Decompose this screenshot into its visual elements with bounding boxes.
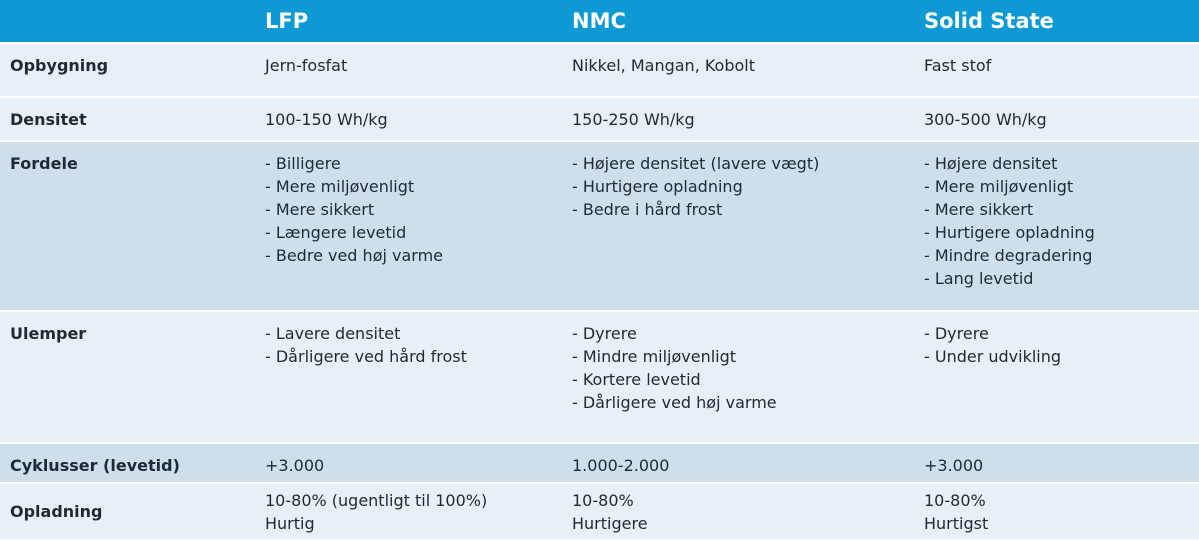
cell-line: +3.000 (265, 456, 325, 475)
cell-line: 100-150 Wh/kg (265, 110, 388, 129)
cell-line: - Højere densitet (lavere vægt) (572, 154, 820, 173)
cell-nmc (562, 312, 914, 444)
cell-line: Hurtig (265, 514, 315, 533)
cell-line: - Billigere (265, 154, 341, 173)
header-solid-state: Solid State (914, 0, 1199, 44)
cell-line: - Bedre ved høj varme (265, 246, 444, 265)
cell-solid-state (914, 484, 1199, 541)
cell-line: - Hurtigere opladning (924, 223, 1095, 242)
row-fordele (0, 142, 1199, 312)
cell-line: 1.000-2.000 (572, 456, 670, 475)
cell-lfp (255, 142, 562, 312)
cell-solid-state (914, 98, 1199, 142)
cell-line: 300-500 Wh/kg (924, 110, 1047, 129)
cell-line: 150-250 Wh/kg (572, 110, 695, 129)
row-label: Cyklusser (levetid) (0, 444, 255, 484)
row-label: Fordele (0, 142, 255, 312)
cell-solid-state (914, 312, 1199, 444)
header-row (0, 0, 1199, 44)
row-opbygning (0, 44, 1199, 98)
cell-nmc (562, 444, 914, 484)
cell-lfp (255, 312, 562, 444)
cell-lfp (255, 444, 562, 484)
cell-line: - Længere levetid (265, 223, 407, 242)
header-empty (0, 0, 255, 44)
cell-line: +3.000 (924, 456, 984, 475)
cell-solid-state (914, 444, 1199, 484)
cell-line: - Dyrere (572, 324, 637, 343)
cell-lfp (255, 484, 562, 541)
row-densitet (0, 98, 1199, 142)
cell-line: 10-80% (924, 491, 986, 510)
cell-line: - Mere miljøvenligt (265, 177, 415, 196)
cell-line: Jern-fosfat (265, 56, 348, 75)
cell-line: - Højere densitet (924, 154, 1058, 173)
cell-line: - Under udvikling (924, 347, 1062, 366)
cell-line: - Bedre i hård frost (572, 200, 723, 219)
cell-solid-state (914, 44, 1199, 98)
cell-line: - Dyrere (924, 324, 989, 343)
cell-nmc (562, 98, 914, 142)
cell-line: Nikkel, Mangan, Kobolt (572, 56, 756, 75)
cell-nmc (562, 142, 914, 312)
cell-line: Hurtigere (572, 514, 648, 533)
cell-lfp (255, 44, 562, 98)
row-label: Densitet (0, 98, 255, 142)
cell-line: - Dårligere ved høj varme (572, 393, 777, 412)
cell-line: - Mindre degradering (924, 246, 1093, 265)
header-nmc: NMC (562, 0, 914, 44)
cell-nmc (562, 44, 914, 98)
cell-line: - Dårligere ved hård frost (265, 347, 467, 366)
cell-line: Hurtigst (924, 514, 989, 533)
cell-line: - Lavere densitet (265, 324, 401, 343)
row-label: Ulemper (0, 312, 255, 444)
cell-line: Fast stof (924, 56, 992, 75)
cell-line: 10-80% (ugentligt til 100%) (265, 491, 488, 510)
header-lfp: LFP (255, 0, 562, 44)
cell-line: - Mere miljøvenligt (924, 177, 1074, 196)
cell-line: - Mindre miljøvenligt (572, 347, 737, 366)
cell-lfp (255, 98, 562, 142)
cell-line: - Hurtigere opladning (572, 177, 743, 196)
cell-line: 10-80% (572, 491, 634, 510)
row-cyklusser (0, 444, 1199, 484)
cell-line: - Lang levetid (924, 269, 1034, 288)
row-label: Opladning (0, 484, 255, 541)
row-label: Opbygning (0, 44, 255, 98)
row-ulemper (0, 312, 1199, 444)
cell-line: - Mere sikkert (924, 200, 1034, 219)
cell-line: - Mere sikkert (265, 200, 375, 219)
row-opladning (0, 484, 1199, 541)
cell-line: - Kortere levetid (572, 370, 701, 389)
cell-nmc (562, 484, 914, 541)
cell-solid-state (914, 142, 1199, 312)
